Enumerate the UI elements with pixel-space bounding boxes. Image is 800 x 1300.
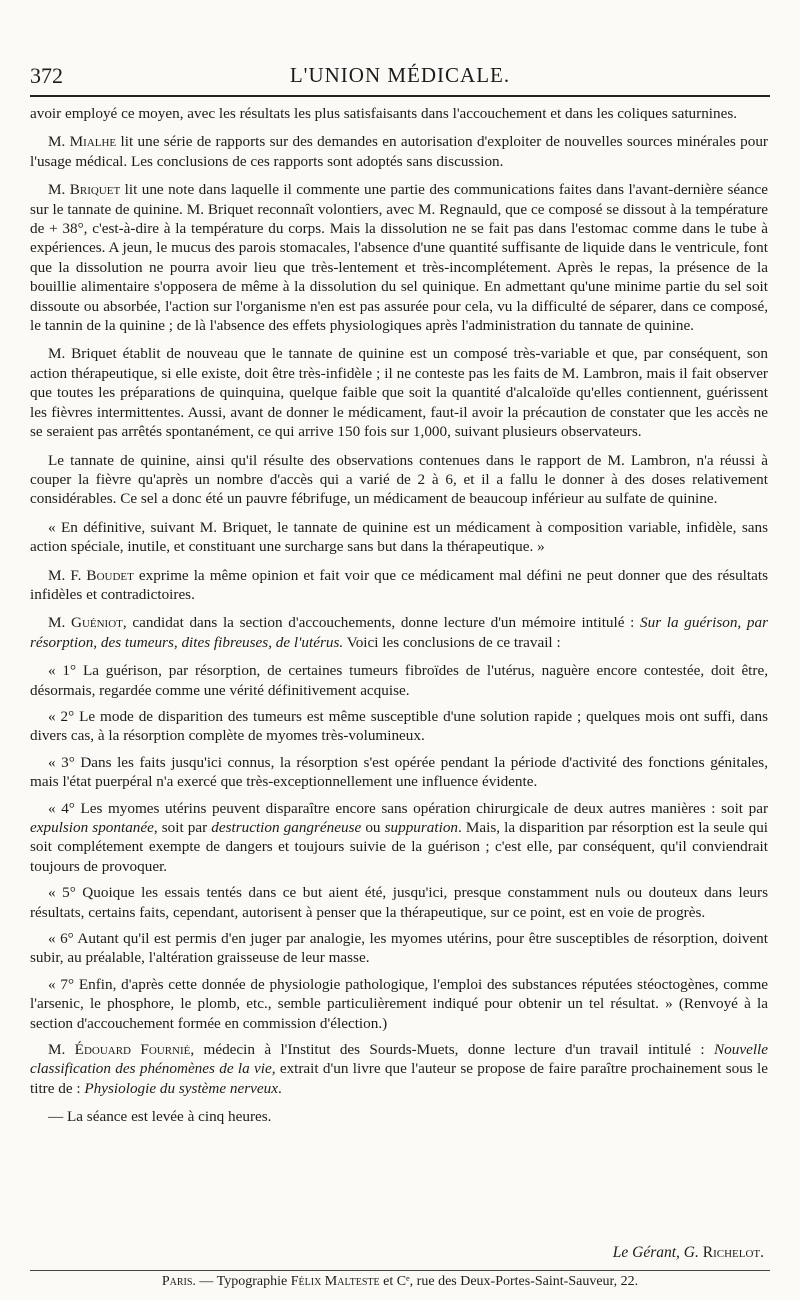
conclusion-item: « 6° Autant qu'il est permis d'en juger par analogie, les myomes utérins, pour être susceptibles de résorption, doivent subir, au préalable, l'altération graisseuse de leur masse. <box>30 930 768 967</box>
journal-title: L'UNION MÉDICALE. <box>289 63 511 87</box>
conclusion-item: « 3° Dans les faits jusqu'ici connus, la résorption s'est opérée pendant la période d'activité des fonctions génitales, mais l'état puerpéral n'a exercé que très-exceptionnellement une influence évidente. <box>30 753 768 791</box>
paragraph: M. Mialhe lit une série de rapports sur des demandes en autorisation d'exploiter de nouvelles sources minérales pour l'usage médical. Les conclusions de ces rapports sont adoptés sans discussion. <box>30 133 768 170</box>
footer-rule <box>30 1270 770 1271</box>
signature: Le Gérant, G. Richelot. <box>612 1244 764 1261</box>
paragraph: « En définitive, suivant M. Briquet, le tannate de quinine est un médicament à composition variable, infidèle, sans action spéciale, inutile, et constituant une surcharge sans but dans la thérapeutique. » <box>30 518 768 556</box>
paragraph: M. Guéniot, candidat dans la section d'accouchements, donne lecture d'un mémoire intitulé : Sur la guérison, par résorption, des tumeurs, dites fibreuses, de l'utérus. Voici les conclusions de ce travail : <box>30 614 769 651</box>
paragraph: M. Briquet lit une note dans laquelle il commente une partie des communications faites dans l'avant-dernière séance sur le tannate de quinine. M. Briquet reconnaît volontiers, avec M. Regnauld, que ce composé se dissout à la température de + 38°, c'est-à-dire à la température du corps. Mais la dissolution ne se fait pas dans l'estomac comme dans le tube à expériences. A jeun, le mucus des parois stomacales, l'absence d'une quantité suffisante de liquide dans le ventricule, font que la dissolution ne pourra avoir lieu que très-lentement et très-incomplétement. Après le repas, la présence de la bouillie alimentaire s'opposera de même à la dissolution du sel quinique. En admettant qu'une minime partie du sel soit dissoute ou absorbée, l'action sur l'organisme n'en est pas assurée pour cela, vu la difficulté de séparer, dans ce composé, le tannin de la quinine ; de là l'absence des effets physiologiques après l'administration du tannate de quinine. <box>30 181 768 335</box>
conclusion-item: « 4° Les myomes utérins peuvent disparaître encore sans opération chirurgicale de deux autres manières : soit par expulsion spontanée, soit par destruction gangréneuse ou suppuration. Mais, la disparition par résorption est la seule qui soit complétement exempte de dangers et toujours suivie de la guérison ; c'est elle, par conséquent, qu'il conviendrait toujours de provoquer. <box>30 799 769 875</box>
paragraph: M. Édouard Fournié, médecin à l'Institut des Sourds-Muets, donne lecture d'un travail intitulé : Nouvelle classification des phénomènes de la vie, extrait d'un livre que l'auteur se propose de faire paraître prochainement sous le titre de : Physiologie du système nerveux. <box>30 1041 768 1097</box>
article-body <box>30 104 768 1136</box>
page-number: 372 <box>30 63 63 88</box>
conclusion-item: « 7° Enfin, d'après cette donnée de physiologie pathologique, l'emploi des substances réputées stéoctogènes, comme l'arsenic, le phosphore, le plomb, etc., semble particulièrement indiqué pour obtenir un tel résultat. » (Renvoyé à la section d'accouchement formée en commission d'élection.) <box>30 975 768 1032</box>
paragraph: — La séance est levée à cinq heures. <box>48 1108 272 1126</box>
conclusion-item: « 1° La guérison, par résorption, de certaines tumeurs fibroïdes de l'utérus, naguère encore contestée, doit être, désormais, regardée comme une vérité définitivement acquise. <box>30 662 768 699</box>
paragraph: M. Briquet établit de nouveau que le tannate de quinine est un composé très-variable et que, par conséquent, son action thérapeutique, si elle existe, doit être très-infidèle ; il ne conteste pas les faits de M. Lambron, mais il fait observer que toutes les préparations de quinquina, quelque faible que soit la quantité d'alcaloïde qu'elles contiennent, guérissent les fièvres intermittentes. Aussi, avant de donner le médicament, faut-il avoir la précaution de constater que les accès ne se seraient pas arrêtés spontanément, ce qui arrive 150 fois sur 1,000, suivant plusieurs observateurs. <box>30 345 768 441</box>
paragraph: Le tannate de quinine, ainsi qu'il résulte des observations contenues dans le rapport de M. Lambron, n'a réussi à couper la fièvre qu'après un nombre d'accès qui a varié de 2 à 6, et il a fallu le donner à des doses relativement considérables. Ce sel a donc été un pauvre fébrifuge, un médicament de beaucoup inférieur au sulfate de quinine. <box>30 451 768 508</box>
conclusion-item: « 5° Quoique les essais tentés dans ce but aient été, jusqu'ici, presque constamment nuls ou douteux dans leurs résultats, certains faits, cependant, autorisent à penser que la thérapeutique, sur ce point, est en voie de progrès. <box>30 884 768 921</box>
conclusion-item: « 2° Le mode de disparition des tumeurs est même susceptible d'une solution rapide ; quelques mois ont suffi, dans divers cas, à la résorption complète de myomes très-volumineux. <box>30 707 768 745</box>
page-header <box>30 55 770 97</box>
printer-footer: Paris. — Typographie Félix Malteste et Cᵉ, rue des Deux-Portes-Saint-Sauveur, 22. <box>161 1274 639 1289</box>
paragraph: M. F. Boudet exprime la même opinion et fait voir que ce médicament mal défini ne peut donner que des résultats infidèles et contradictoires. <box>30 566 768 603</box>
paragraph: avoir employé ce moyen, avec les résultats les plus satisfaisants dans l'accouchement et dans les coliques saturnines. <box>30 105 738 122</box>
